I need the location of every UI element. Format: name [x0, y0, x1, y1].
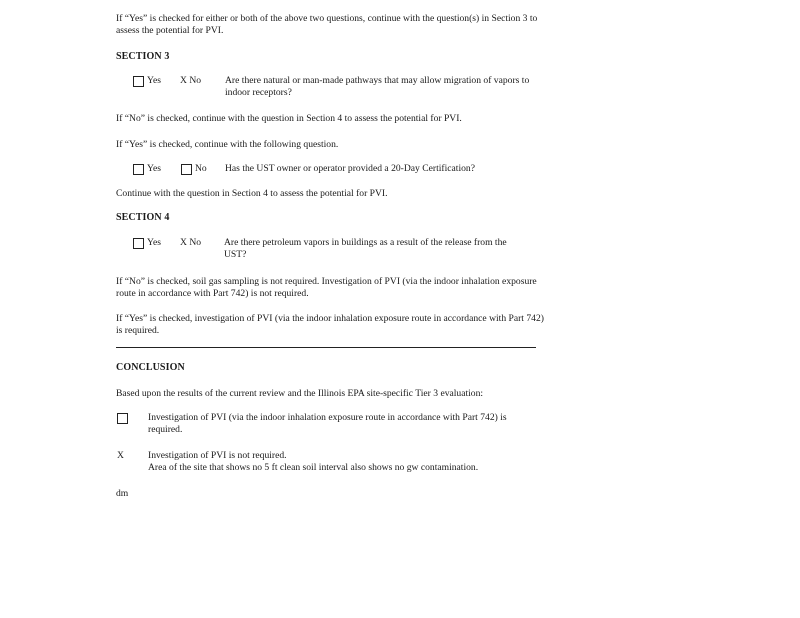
- author-initials: dm: [116, 488, 129, 499]
- section3-q2-question: Has the UST owner or operator provided a 20-Day Certification?: [225, 163, 475, 174]
- section4-q1-question: Are there petroleum vapors in buildings as a result of the release from the UST?: [224, 237, 507, 260]
- section4-q1-yes-checkbox[interactable]: [133, 238, 144, 249]
- section-divider: [116, 347, 536, 348]
- section4-if-no-text: If “No” is checked, soil gas sampling is not required. Investigation of PVI (via the indoor inhalation exposure route in accordance with Part 742) is not required.: [116, 276, 537, 299]
- conclusion-option2-mark: X: [117, 450, 124, 461]
- intro-paragraph: If “Yes” is checked for either or both of the above two questions, continue with the question(s) in Section 3 to assess the potential for PVI.: [116, 13, 538, 36]
- section3-q1-question: Are there natural or man-made pathways that may allow migration of vapors to indoor receptors?: [225, 75, 530, 98]
- section3-q1-yes-label: Yes: [147, 75, 161, 86]
- section3-if-yes-text: If “Yes” is checked, continue with the following question.: [116, 139, 339, 150]
- section3-q1-yes-checkbox[interactable]: [133, 76, 144, 87]
- conclusion-option1-checkbox[interactable]: [117, 413, 128, 424]
- section3-q2-no-label: No: [195, 163, 207, 174]
- section3-q1-no-label: X No: [180, 75, 202, 86]
- conclusion-option2-line1: Investigation of PVI is not required.: [148, 450, 287, 461]
- conclusion-heading: CONCLUSION: [116, 362, 185, 373]
- section3-q2-yes-label: Yes: [147, 163, 161, 174]
- section4-heading: SECTION 4: [116, 212, 170, 223]
- section3-heading: SECTION 3: [116, 51, 170, 62]
- section4-q1-no-label: X No: [180, 237, 202, 248]
- section4-q1-yes-label: Yes: [147, 237, 161, 248]
- conclusion-option2-line2: Area of the site that shows no 5 ft clean soil interval also shows no gw contamination.: [148, 462, 479, 473]
- section3-q2-yes-checkbox[interactable]: [133, 164, 144, 175]
- section4-if-yes-text: If “Yes” is checked, investigation of PVI (via the indoor inhalation exposure route in accordance with Part 742) is required.: [116, 313, 544, 336]
- conclusion-option1-text: Investigation of PVI (via the indoor inhalation exposure route in accordance with Part 742) is required.: [148, 412, 507, 435]
- conclusion-intro: Based upon the results of the current review and the Illinois EPA site-specific Tier 3 evaluation:: [116, 388, 484, 399]
- section3-continue-text: Continue with the question in Section 4 to assess the potential for PVI.: [116, 188, 388, 199]
- section3-q2-no-checkbox[interactable]: [181, 164, 192, 175]
- section3-if-no-text: If “No” is checked, continue with the question in Section 4 to assess the potential for PVI.: [116, 113, 462, 124]
